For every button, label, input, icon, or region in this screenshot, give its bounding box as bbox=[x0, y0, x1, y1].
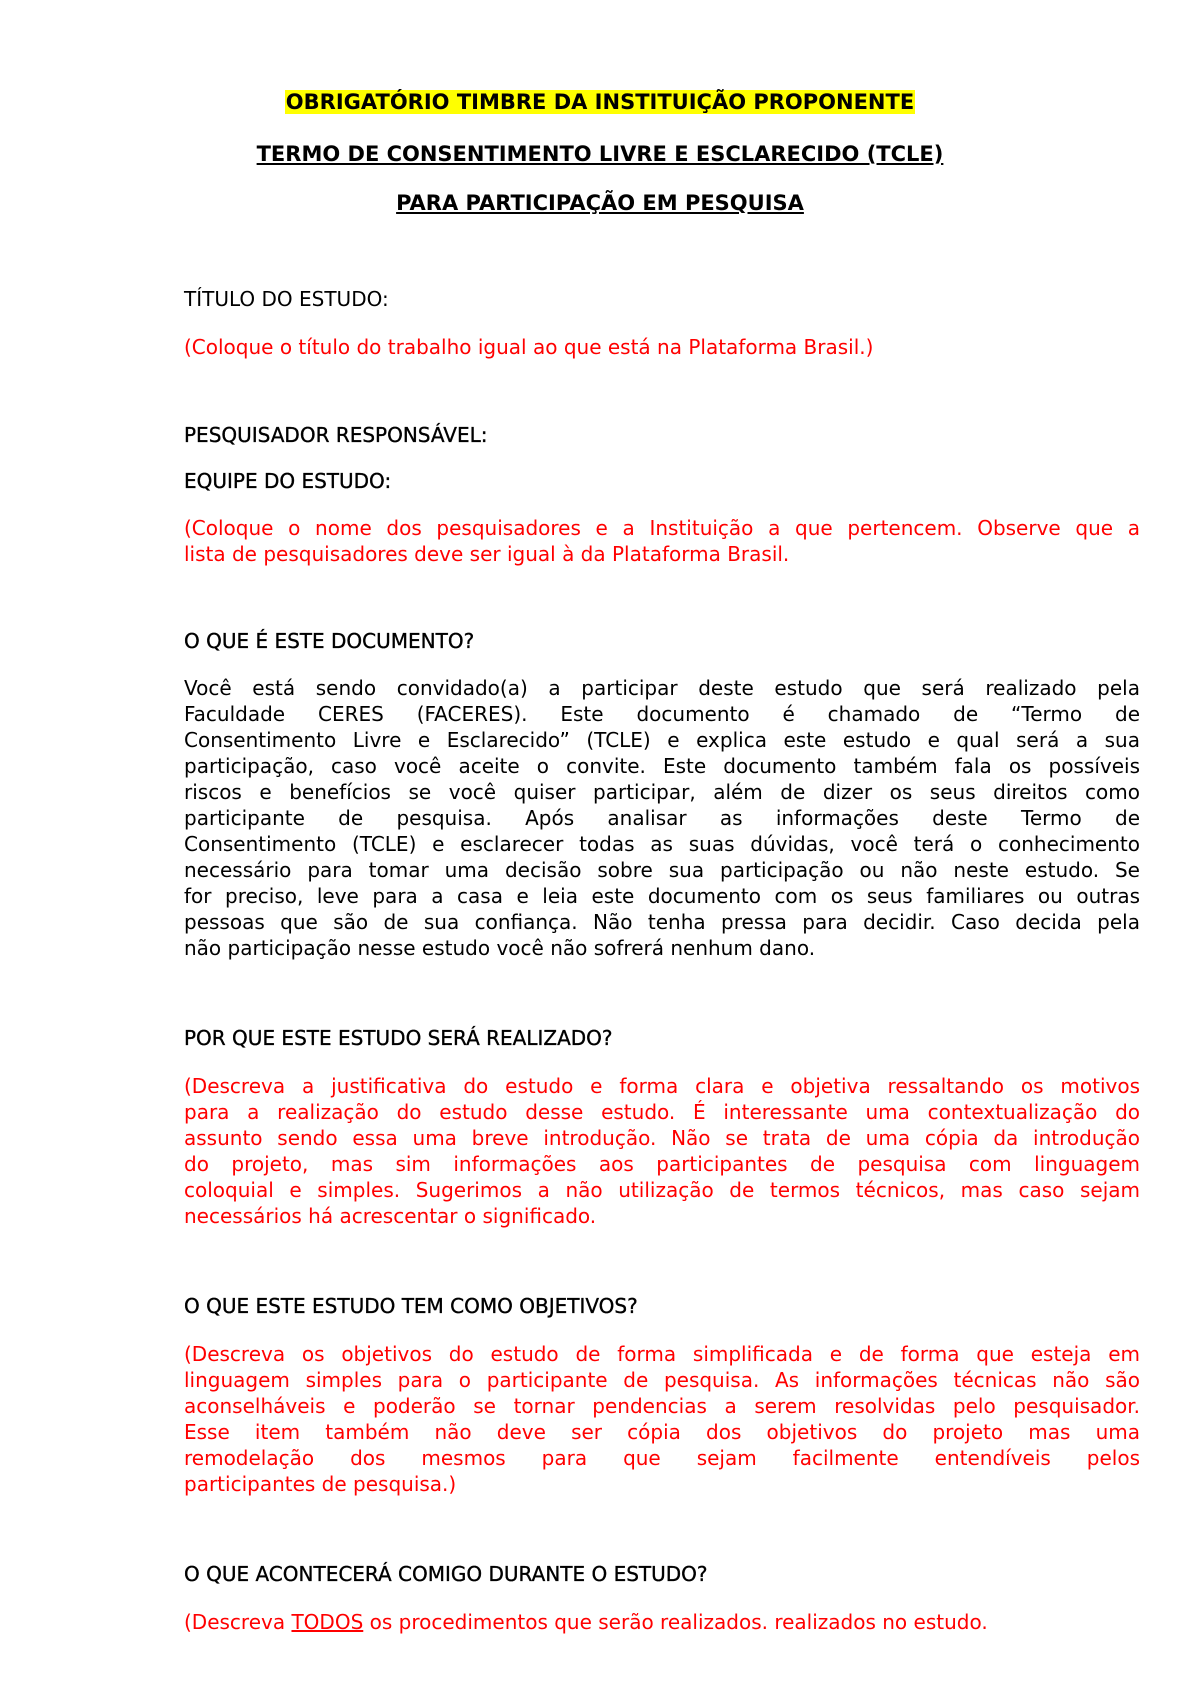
why-study-instruction bbox=[184, 1073, 1140, 1229]
paragraph-line: para a realização do estudo desse estudo. É interessante uma contextualização do bbox=[184, 1100, 1140, 1124]
study-title-instruction: (Coloque o título do trabalho igual ao que está na Plataforma Brasil.) bbox=[184, 335, 874, 359]
study-title-label: TÍTULO DO ESTUDO: bbox=[184, 287, 389, 311]
paragraph-line: Você está sendo convidado(a) a participar deste estudo que será realizado pela bbox=[184, 676, 1140, 700]
study-team-instruction-line: lista de pesquisadores deve ser igual à da Plataforma Brasil. bbox=[184, 542, 790, 566]
what-is-document-body bbox=[184, 675, 1140, 961]
institution-letterhead-notice bbox=[0, 88, 1200, 116]
letterhead-highlight: OBRIGATÓRIO TIMBRE DA INSTITUIÇÃO PROPONENTE bbox=[285, 90, 915, 114]
document-subtitle bbox=[0, 189, 1200, 217]
what-is-document-heading: O QUE É ESTE DOCUMENTO? bbox=[184, 629, 475, 653]
study-team-label: EQUIPE DO ESTUDO: bbox=[184, 469, 392, 493]
paragraph-line: não participação nesse estudo você não sofrerá nenhum dano. bbox=[184, 936, 816, 960]
study-team-instruction-line: (Coloque o nome dos pesquisadores e a Instituição a que pertencem. Observe que a bbox=[184, 516, 1140, 540]
paragraph-line: participação, caso você aceite o convite. Este documento também fala os possíveis bbox=[184, 754, 1140, 778]
responsible-researcher-label: PESQUISADOR RESPONSÁVEL: bbox=[184, 423, 488, 447]
paragraph-line: aconselháveis e poderão se tornar pendencias a serem resolvidas pelo pesquisador. bbox=[184, 1394, 1140, 1418]
paragraph-line: Consentimento Livre e Esclarecido” (TCLE) e explica este estudo e qual será a sua bbox=[184, 728, 1140, 752]
during-study-heading: O QUE ACONTECERÁ COMIGO DURANTE O ESTUDO? bbox=[184, 1562, 708, 1586]
during-study-instruction bbox=[184, 1609, 988, 1635]
document-subtitle-text: PARA PARTICIPAÇÃO EM PESQUISA bbox=[396, 191, 804, 215]
paragraph-line: for preciso, leve para a casa e leia este documento com os seus familiares ou outras bbox=[184, 884, 1140, 908]
paragraph-line: (Descreva a justificativa do estudo e forma clara e objetiva ressaltando os motivos bbox=[184, 1074, 1140, 1098]
paragraph-line: Consentimento (TCLE) e esclarecer todas as suas dúvidas, você terá o conhecimento bbox=[184, 832, 1140, 856]
paragraph-line: Esse item também não deve ser cópia dos objetivos do projeto mas uma bbox=[184, 1420, 1140, 1444]
study-team-instruction bbox=[184, 515, 1140, 567]
objectives-instruction bbox=[184, 1341, 1140, 1497]
paragraph-line: pessoas que são de sua confiança. Não tenha pressa para decidir. Caso decida pela bbox=[184, 910, 1140, 934]
paragraph-line: necessários há acrescentar o significado. bbox=[184, 1204, 597, 1228]
paragraph-line: necessário para tomar uma decisão sobre sua participação ou não neste estudo. Se bbox=[184, 858, 1140, 882]
document-title-text: TERMO DE CONSENTIMENTO LIVRE E ESCLARECIDO (TCLE) bbox=[256, 142, 944, 166]
paragraph-line: coloquial e simples. Sugerimos a não utilização de termos técnicos, mas caso sejam bbox=[184, 1178, 1140, 1202]
todos-emphasis: TODOS bbox=[291, 1610, 364, 1634]
paragraph-line: riscos e benefícios se você quiser participar, além de dizer os seus direitos como bbox=[184, 780, 1140, 804]
instruction-suffix: os procedimentos que serão realizados. realizados no estudo. bbox=[363, 1610, 988, 1634]
why-study-heading: POR QUE ESTE ESTUDO SERÁ REALIZADO? bbox=[184, 1026, 613, 1050]
document-title bbox=[0, 140, 1200, 168]
paragraph-line: do projeto, mas sim informações aos participantes de pesquisa com linguagem bbox=[184, 1152, 1140, 1176]
paragraph-line: participante de pesquisa. Após analisar as informações deste Termo de bbox=[184, 806, 1140, 830]
paragraph-line: Faculdade CERES (FACERES). Este documento é chamado de “Termo de bbox=[184, 702, 1140, 726]
paragraph-line: linguagem simples para o participante de pesquisa. As informações técnicas não são bbox=[184, 1368, 1140, 1392]
paragraph-line: (Descreva os objetivos do estudo de forma simplificada e de forma que esteja em bbox=[184, 1342, 1140, 1366]
paragraph-line: assunto sendo essa uma breve introdução. Não se trata de uma cópia da introdução bbox=[184, 1126, 1140, 1150]
instruction-prefix: (Descreva bbox=[184, 1610, 292, 1634]
paragraph-line: participantes de pesquisa.) bbox=[184, 1472, 457, 1496]
objectives-heading: O QUE ESTE ESTUDO TEM COMO OBJETIVOS? bbox=[184, 1294, 638, 1318]
paragraph-line: remodelação dos mesmos para que sejam facilmente entendíveis pelos bbox=[184, 1446, 1140, 1470]
